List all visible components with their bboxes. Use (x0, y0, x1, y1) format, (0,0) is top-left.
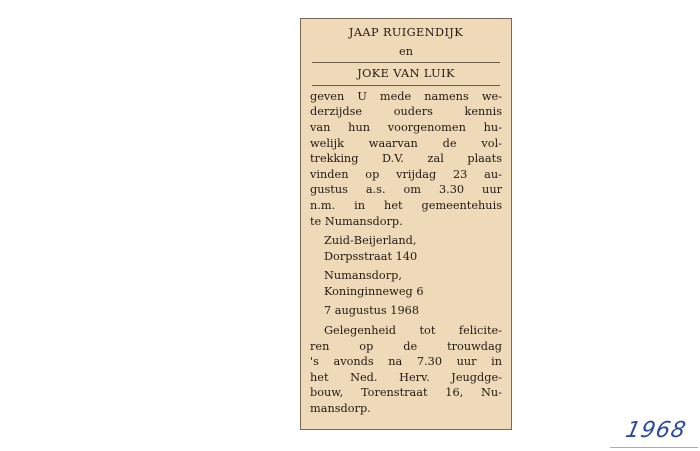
address-place: Numansdorp, (324, 269, 402, 283)
reception-text (310, 323, 502, 417)
year-underline (610, 447, 698, 448)
announcement-line: n.m. in het gemeentehuis (310, 198, 502, 212)
address-place: Zuid-Beijerland, (324, 234, 417, 248)
announcement-line: derzijdse ouders kennis (310, 105, 502, 119)
announcement-line: te Numansdorp. (310, 214, 403, 228)
announcement-date: 7 augustus 1968 (324, 303, 420, 317)
announcement-line: van hun voorgenomen hu- (310, 120, 502, 134)
reception-line: het Ned. Herv. Jeugdge- (310, 370, 502, 384)
divider-bottom (312, 85, 500, 86)
announcement-line: gustus a.s. om 3.30 uur (310, 183, 502, 197)
handwritten-year: 1968 (623, 418, 689, 443)
bride-name: JOKE VAN LUIK (357, 67, 455, 81)
reception-line: Gelegenheid tot felicite- (324, 324, 502, 338)
reception-line: mansdorp. (310, 402, 371, 416)
groom-name: JAAP RUIGENDIJK (348, 26, 464, 39)
announcement-line: vinden op vrijdag 23 au- (310, 167, 502, 181)
newspaper-clipping (300, 18, 512, 430)
reception-line: bouw, Torenstraat 16, Nu- (310, 386, 502, 400)
announcement-line: welijk waarvan de vol- (310, 136, 502, 150)
announcement-line: trekking D.V. zal plaats (310, 152, 502, 166)
conjunction: en (399, 44, 413, 58)
address-zuid-beijerland (310, 233, 502, 264)
announcement-line: geven U mede namens we- (310, 89, 502, 103)
announcement-text (310, 89, 502, 229)
address-numansdorp (310, 268, 502, 299)
address-street: Dorpsstraat 140 (324, 249, 418, 263)
reception-line: 's avonds na 7.30 uur in (310, 355, 502, 369)
address-street: Koninginneweg 6 (324, 284, 424, 298)
divider-top (312, 62, 500, 63)
reception-line: ren op de trouwdag (310, 339, 502, 353)
